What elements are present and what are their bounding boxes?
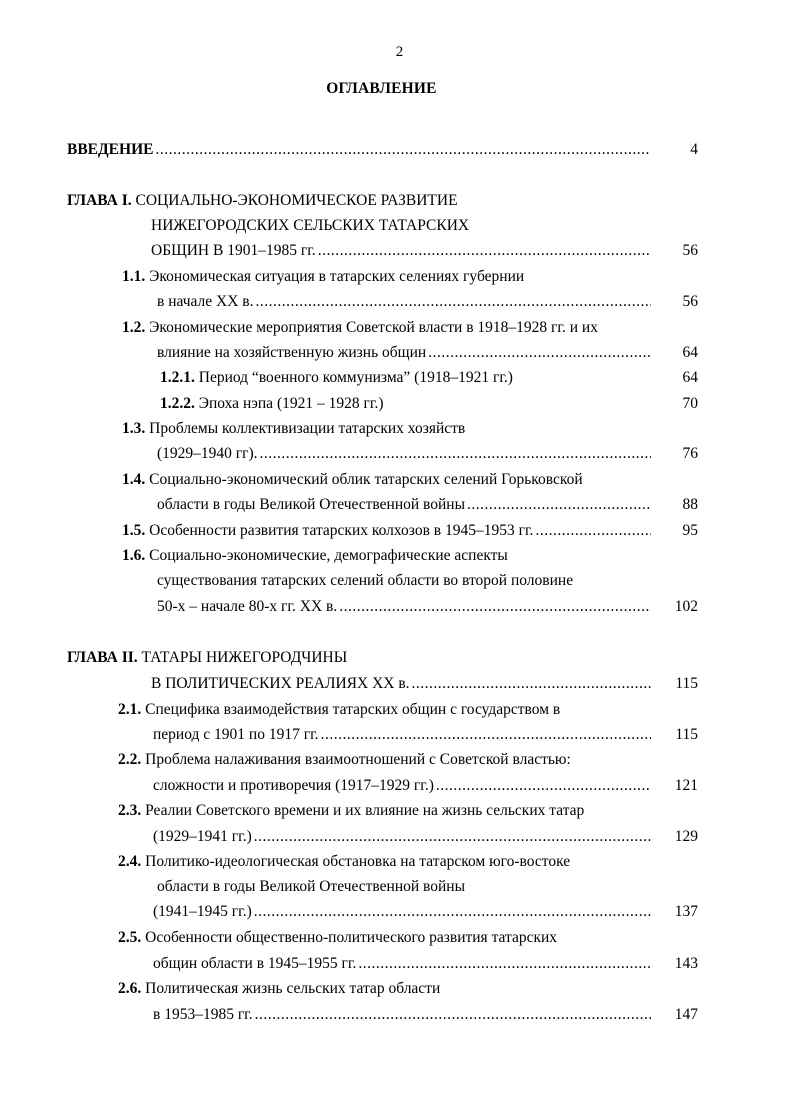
toc-entry-2-5[interactable] (153, 953, 651, 975)
section-number: 1.3. (122, 420, 146, 437)
toc-entry-2-6[interactable] (153, 1004, 651, 1026)
toc-entry-1-4[interactable] (157, 494, 651, 516)
section-number: 2.4. (118, 853, 142, 870)
section-title-line: Социально-экономический облик татарских селений Горьковской (145, 471, 583, 488)
entry-page: 70 (682, 395, 698, 412)
entry-page: 115 (675, 726, 698, 743)
chapter-title-line: В ПОЛИТИЧЕСКИХ РЕАЛИЯХ XX в. (151, 675, 410, 692)
toc-entry-2-3[interactable] (153, 826, 651, 848)
toc-entry-1-5[interactable] (122, 520, 651, 542)
section-title-line: Особенности общественно-политического развития татарских (141, 929, 558, 946)
dot-leader (155, 139, 651, 161)
chapter-title-line: ТАТАРЫ НИЖЕГОРОДЧИНЫ (137, 649, 348, 666)
entry-page: 143 (674, 955, 698, 972)
section-title-line: Реалии Советского времени и их влияние на жизнь сельских татар (141, 802, 585, 819)
entry-page: 95 (682, 522, 698, 539)
dot-leader (339, 596, 651, 618)
section-1-3-heading[interactable] (122, 418, 465, 440)
toc-entry-introduction[interactable] (67, 139, 651, 161)
chapter-title-line: ОБЩИН В 1901–1985 гг. (151, 242, 316, 259)
entry-page: 129 (674, 828, 698, 845)
section-title-line: (1941–1945 гг.) (153, 903, 252, 920)
toc-entry-chapter-1[interactable] (151, 240, 651, 262)
entry-page: 115 (675, 675, 698, 692)
dot-leader (318, 240, 651, 262)
section-1-6-heading[interactable] (122, 545, 508, 567)
section-title-line: Экономическая ситуация в татарских селениях губернии (145, 268, 525, 285)
section-title-line: Эпоха нэпа (1921 – 1928 гг.) (194, 395, 384, 412)
toc-entry-2-4[interactable] (153, 901, 651, 923)
entry-page: 4 (690, 141, 698, 158)
section-2-5-heading[interactable] (118, 927, 557, 949)
toc-entry-chapter-2[interactable] (151, 673, 651, 695)
section-title-line: в 1953–1985 гг. (153, 1006, 253, 1023)
entry-page: 147 (674, 1006, 698, 1023)
dot-leader (256, 291, 651, 313)
toc-entry-1-2[interactable] (157, 342, 651, 364)
section-title-line: существования татарских селений области во второй половине (157, 572, 574, 589)
chapter-prefix: ГЛАВА I. (67, 192, 132, 209)
toc-entry-2-2[interactable] (153, 775, 651, 797)
toc-entry-1-2-1[interactable] (160, 367, 513, 389)
section-title-line: области в годы Великой Отечественной войны (157, 496, 466, 513)
dot-leader (255, 1004, 651, 1026)
section-number: 2.6. (118, 980, 142, 997)
section-title-line: Проблема налаживания взаимоотношений с Советской властью: (141, 751, 571, 768)
section-title-line: (1929–1941 гг.) (153, 828, 252, 845)
section-number: 2.1. (118, 701, 142, 718)
chapter-1-heading[interactable] (67, 190, 458, 212)
chapter-title-line: НИЖЕГОРОДСКИХ СЕЛЬСКИХ ТАТАРСКИХ (151, 217, 470, 234)
entry-page: 121 (674, 777, 698, 794)
dot-leader (254, 826, 651, 848)
section-title-line: 50-х – начале 80-х гг. XX в. (157, 598, 338, 615)
toc-entry-1-2-2[interactable] (160, 393, 383, 415)
toc-entry-1-1[interactable] (157, 291, 651, 313)
section-number: 1.2.2. (160, 395, 195, 412)
section-2-1-heading[interactable] (118, 699, 560, 721)
toc-title: ОГЛАВЛЕНИЕ (326, 80, 437, 97)
section-title-line: Политическая жизнь сельских татар области (141, 980, 441, 997)
section-title-line: (1929–1940 гг). (157, 445, 258, 462)
page-number: 2 (395, 44, 404, 60)
toc-entry-1-6[interactable] (157, 596, 651, 618)
chapter-2-heading[interactable] (67, 647, 347, 669)
dot-leader (321, 724, 651, 746)
section-2-3-heading[interactable] (118, 800, 584, 822)
section-2-4-heading[interactable] (118, 851, 570, 873)
section-number: 2.3. (118, 802, 142, 819)
section-title-line: сложности и противоречия (1917–1929 гг.) (153, 777, 434, 794)
section-title-line: Период “военного коммунизма” (1918–1921 гг.) (194, 369, 513, 386)
entry-page: 56 (682, 293, 698, 310)
section-1-2-heading[interactable] (122, 317, 598, 339)
toc-entry-2-1[interactable] (153, 724, 651, 746)
section-title-line: период с 1901 по 1917 гг. (153, 726, 319, 743)
entry-page: 64 (682, 369, 698, 386)
section-title-line: Особенности развития татарских колхозов в 1945–1953 гг. (145, 522, 534, 539)
section-title-line: общин области в 1945–1955 гг. (153, 955, 357, 972)
section-number: 1.1. (122, 268, 146, 285)
chapter-prefix: ГЛАВА II. (67, 649, 138, 666)
entry-page: 88 (682, 496, 698, 513)
section-1-4-heading[interactable] (122, 469, 583, 491)
section-title-line: Специфика взаимодействия татарских общин с государством в (141, 701, 561, 718)
section-title-line: Проблемы коллективизации татарских хозяйств (145, 420, 466, 437)
section-number: 1.6. (122, 547, 146, 564)
section-title-line: в начале XX в. (157, 293, 254, 310)
entry-page: 64 (682, 344, 698, 361)
dot-leader (412, 673, 651, 695)
dot-leader (428, 342, 651, 364)
entry-page: 56 (682, 242, 698, 259)
toc-entry-1-3[interactable] (157, 443, 651, 465)
section-number: 2.5. (118, 929, 142, 946)
section-number: 1.5. (122, 522, 146, 539)
dot-leader (535, 520, 651, 542)
section-title-line: Экономические мероприятия Советской власти в 1918–1928 гг. и их (145, 319, 598, 336)
section-2-6-heading[interactable] (118, 978, 440, 1000)
dot-leader (436, 775, 651, 797)
section-title-line: Социально-экономические, демографические аспекты (145, 547, 508, 564)
section-number: 1.2. (122, 319, 146, 336)
entry-page: 137 (674, 903, 698, 920)
section-number: 1.4. (122, 471, 146, 488)
section-number: 1.2.1. (160, 369, 195, 386)
entry-page: 76 (682, 445, 698, 462)
entry-page: 102 (674, 598, 698, 615)
section-title-line: влияние на хозяйственную жизнь общин (157, 344, 427, 361)
section-title-line: Политико-идеологическая обстановка на татарском юго-востоке (141, 853, 571, 870)
section-2-2-heading[interactable] (118, 749, 571, 771)
section-number: 2.2. (118, 751, 142, 768)
dot-leader (358, 953, 651, 975)
dot-leader (467, 494, 651, 516)
section-1-1-heading[interactable] (122, 266, 524, 288)
dot-leader (254, 901, 651, 923)
entry-label: ВВЕДЕНИЕ (67, 141, 154, 158)
section-title-line: области в годы Великой Отечественной войны (157, 878, 466, 895)
chapter-title-line: СОЦИАЛЬНО-ЭКОНОМИЧЕСКОЕ РАЗВИТИЕ (131, 192, 458, 209)
dot-leader (260, 443, 651, 465)
